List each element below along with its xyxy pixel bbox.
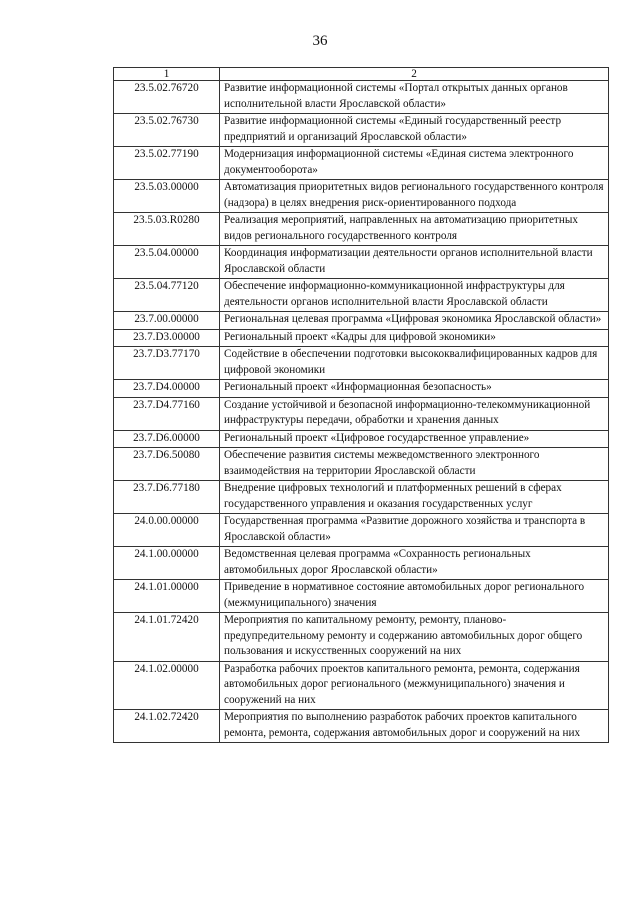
item-name-cell: Координация информатизации деятельности органов исполнительной власти Ярославской области bbox=[220, 246, 609, 279]
item-name-cell: Мероприятия по выполнению разработок рабочих проектов капитального ремонта, ремонта, содержания автомобильных дорог и сооружений на них bbox=[220, 710, 609, 743]
table-row bbox=[114, 613, 609, 662]
classification-code-cell: 24.1.01.00000 bbox=[114, 580, 220, 613]
item-name-cell: Региональная целевая программа «Цифровая экономика Ярославской области» bbox=[220, 312, 609, 330]
table-row bbox=[114, 312, 609, 330]
item-name-cell: Государственная программа «Развитие дорожного хозяйства и транспорта в Ярославской области» bbox=[220, 514, 609, 547]
page-number: 36 bbox=[312, 33, 328, 49]
item-name-cell: Развитие информационной системы «Портал открытых данных органов исполнительной власти Ярославской области» bbox=[220, 81, 609, 114]
table-row bbox=[114, 481, 609, 514]
item-name-cell: Обеспечение информационно-коммуникационной инфраструктуры для деятельности органов исполнительной власти Ярославской области bbox=[220, 279, 609, 312]
table-row bbox=[114, 246, 609, 279]
table-row bbox=[114, 329, 609, 347]
classification-code-cell: 23.7.00.00000 bbox=[114, 312, 220, 330]
classification-code-cell: 23.5.04.00000 bbox=[114, 246, 220, 279]
item-name-cell: Региональный проект «Цифровое государственное управление» bbox=[220, 430, 609, 448]
item-name-cell: Региональный проект «Информационная безопасность» bbox=[220, 380, 609, 398]
item-name-cell: Внедрение цифровых технологий и платформенных решений в сферах государственного управления и оказания государственных услуг bbox=[220, 481, 609, 514]
classification-code-cell: 24.1.02.72420 bbox=[114, 710, 220, 743]
table-row bbox=[114, 213, 609, 246]
table-row bbox=[114, 580, 609, 613]
table-row bbox=[114, 397, 609, 430]
classification-code-cell: 24.1.02.00000 bbox=[114, 661, 220, 710]
table-row bbox=[114, 380, 609, 398]
classification-code-cell: 24.1.01.72420 bbox=[114, 613, 220, 662]
item-name-cell: Развитие информационной системы «Единый государственный реестр предприятий и организаций Ярославской области» bbox=[220, 114, 609, 147]
table-row bbox=[114, 114, 609, 147]
table-row bbox=[114, 710, 609, 743]
classification-code-cell: 24.1.00.00000 bbox=[114, 547, 220, 580]
table-row bbox=[114, 514, 609, 547]
classification-code-cell: 23.5.04.77120 bbox=[114, 279, 220, 312]
budget-codes-table bbox=[113, 67, 609, 743]
item-name-cell: Реализация мероприятий, направленных на автоматизацию приоритетных видов регионального государственного контроля bbox=[220, 213, 609, 246]
item-name-cell: Мероприятия по капитальному ремонту, ремонту, планово-предупредительному ремонту и содержанию автомобильных дорог общего пользования и искусственных сооружений на них bbox=[220, 613, 609, 662]
table-row bbox=[114, 279, 609, 312]
table-row bbox=[114, 180, 609, 213]
item-name-cell: Создание устойчивой и безопасной информационно-телекоммуникационной инфраструктуры передачи, обработки и хранения данных bbox=[220, 397, 609, 430]
table-row bbox=[114, 430, 609, 448]
classification-code-cell: 23.5.02.77190 bbox=[114, 147, 220, 180]
column-header-code: 1 bbox=[114, 68, 220, 81]
table-row bbox=[114, 661, 609, 710]
item-name-cell: Содействие в обеспечении подготовки высококвалифицированных кадров для цифровой экономики bbox=[220, 347, 609, 380]
column-header-name: 2 bbox=[220, 68, 609, 81]
table-row bbox=[114, 81, 609, 114]
classification-code-cell: 23.5.03.00000 bbox=[114, 180, 220, 213]
classification-code-cell: 23.5.03.R0280 bbox=[114, 213, 220, 246]
classification-code-cell: 23.7.D4.77160 bbox=[114, 397, 220, 430]
table-row bbox=[114, 347, 609, 380]
item-name-cell: Модернизация информационной системы «Единая система электронного документооборота» bbox=[220, 147, 609, 180]
table-row bbox=[114, 547, 609, 580]
table-body bbox=[114, 81, 609, 743]
classification-code-cell: 23.5.02.76720 bbox=[114, 81, 220, 114]
classification-code-cell: 23.7.D3.77170 bbox=[114, 347, 220, 380]
item-name-cell: Ведомственная целевая программа «Сохранность региональных автомобильных дорог Ярославской области» bbox=[220, 547, 609, 580]
table-header-row bbox=[114, 68, 609, 81]
classification-code-cell: 23.7.D6.77180 bbox=[114, 481, 220, 514]
classification-code-cell: 23.7.D4.00000 bbox=[114, 380, 220, 398]
classification-code-cell: 23.7.D6.00000 bbox=[114, 430, 220, 448]
classification-code-cell: 23.7.D3.00000 bbox=[114, 329, 220, 347]
table-row bbox=[114, 448, 609, 481]
item-name-cell: Обеспечение развития системы межведомственного электронного взаимодействия на территории Ярославской области bbox=[220, 448, 609, 481]
classification-code-cell: 23.5.02.76730 bbox=[114, 114, 220, 147]
item-name-cell: Приведение в нормативное состояние автомобильных дорог регионального (межмуниципального) значения bbox=[220, 580, 609, 613]
item-name-cell: Автоматизация приоритетных видов регионального государственного контроля (надзора) в целях внедрения риск-ориентированного подхода bbox=[220, 180, 609, 213]
item-name-cell: Разработка рабочих проектов капитального ремонта, ремонта, содержания автомобильных дорог регионального (межмуниципального) значения и сооружений на них bbox=[220, 661, 609, 710]
table-row bbox=[114, 147, 609, 180]
classification-code-cell: 23.7.D6.50080 bbox=[114, 448, 220, 481]
classification-code-cell: 24.0.00.00000 bbox=[114, 514, 220, 547]
item-name-cell: Региональный проект «Кадры для цифровой экономики» bbox=[220, 329, 609, 347]
